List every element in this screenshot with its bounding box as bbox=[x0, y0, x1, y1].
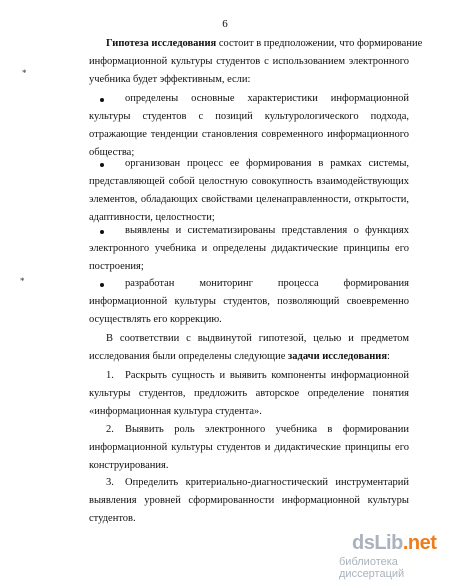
condition-4-line-1: разработан мониторинг процесса формирования bbox=[125, 278, 409, 289]
watermark-logo-accent: .net bbox=[402, 532, 437, 554]
task-3-line-3: студентов. bbox=[89, 513, 136, 524]
bullet-icon bbox=[100, 98, 104, 102]
margin-mark: * bbox=[22, 68, 27, 78]
condition-4-line-3: осуществлять его коррекцию. bbox=[89, 314, 222, 325]
task-2-number: 2. bbox=[106, 424, 114, 435]
task-2-line-3: конструирования. bbox=[89, 460, 169, 471]
tasks-heading: задачи исследования bbox=[288, 351, 388, 362]
hypothesis-text: состоит в предположении, что формирование bbox=[216, 38, 423, 49]
condition-2-line-2: представляющей собой целостную совокупность взаимодействующих bbox=[89, 176, 409, 187]
task-3-line-2: выявления уровней сформированности информационной культуры bbox=[89, 495, 409, 506]
task-1-number: 1. bbox=[106, 370, 114, 381]
bullet-icon bbox=[100, 283, 104, 287]
task-1-line-2: культуры студентов, предложить авторское определение понятия bbox=[89, 388, 409, 399]
condition-3-line-2: электронного учебника и определены дидактические принципы его bbox=[89, 243, 409, 254]
hypothesis-lead: Гипотеза исследования bbox=[106, 38, 217, 49]
bullet-icon bbox=[100, 163, 104, 167]
hypothesis-line-3: учебника будет эффективным, если: bbox=[89, 74, 251, 85]
condition-1-line-4: общества; bbox=[89, 147, 135, 158]
margin-mark: * bbox=[20, 276, 25, 286]
tasks-intro-colon: : bbox=[387, 351, 390, 362]
task-1-line-3: «информационная культура студента». bbox=[89, 406, 262, 417]
tasks-intro-line-1: В соответствии с выдвинутой гипотезой, целью и предметом bbox=[106, 333, 409, 344]
condition-2-line-3: элементов, обладающих свойствами целенаправленности, открытости, bbox=[89, 194, 409, 205]
condition-3-line-1: выявлены и систематизированы представления о функциях bbox=[125, 225, 409, 236]
condition-2-line-4: адаптивности, целостности; bbox=[89, 212, 215, 223]
task-3-line-1: Определить критериально-диагностический инструментарий bbox=[125, 477, 409, 488]
watermark-tagline: библиотека диссертаций bbox=[339, 556, 405, 580]
page-number: 6 bbox=[222, 18, 228, 30]
tasks-intro-text: исследования были определены следующие bbox=[89, 351, 289, 362]
bullet-icon bbox=[100, 230, 104, 234]
hypothesis-line-2: информационной культуры студентов с использованием электронного bbox=[89, 56, 409, 67]
task-2-line-2: информационной культуры студентов и дидактические принципы его bbox=[89, 442, 409, 453]
condition-1-line-1: определены основные характеристики информационной bbox=[125, 93, 409, 104]
tasks-intro-line-2 bbox=[89, 350, 390, 363]
condition-1-line-2: культуры студентов с позиций культурологического подхода, bbox=[89, 111, 409, 122]
task-3-number: 3. bbox=[106, 477, 114, 488]
watermark-logo bbox=[352, 532, 436, 555]
task-1-line-1: Раскрыть сущность и выявить компоненты информационной bbox=[125, 370, 409, 381]
condition-2-line-1: организован процесс ее формирования в рамках системы, bbox=[125, 158, 409, 169]
watermark-logo-main: dsLib bbox=[352, 532, 403, 554]
condition-3-line-3: построения; bbox=[89, 261, 144, 272]
hypothesis-line-1 bbox=[106, 37, 423, 50]
condition-1-line-3: отражающие тенденции становления современного информационного bbox=[89, 129, 409, 140]
task-2-line-1: Выявить роль электронного учебника в формировании bbox=[125, 424, 409, 435]
condition-4-line-2: информационной культуры студентов, позволяющий своевременно bbox=[89, 296, 409, 307]
